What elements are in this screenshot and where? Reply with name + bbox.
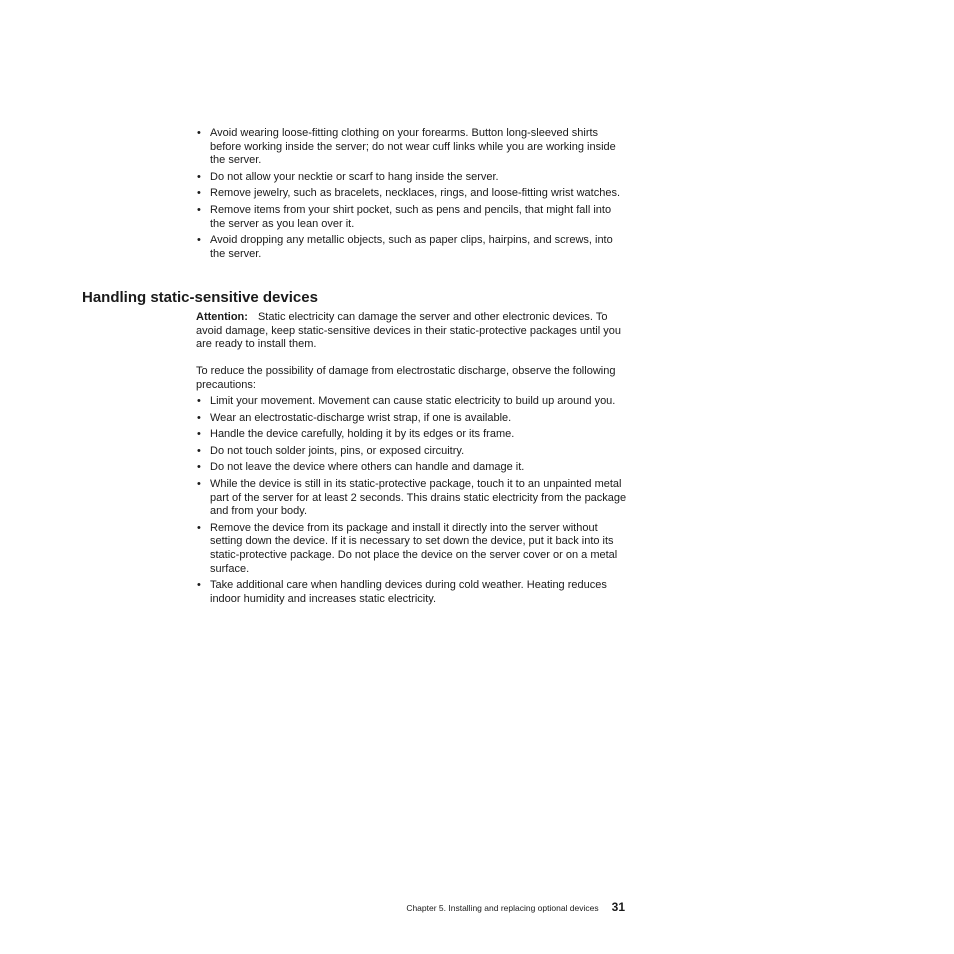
list-item-text: Avoid dropping any metallic objects, such as paper clips, hairpins, and screws, into the server. [210,234,613,260]
list-item-text: Take additional care when handling devices during cold weather. Heating reduces indoor humidity and increases static electricity. [210,579,607,605]
bullet-marker: • [197,203,201,216]
bullet-marker: • [197,579,201,592]
bullet-marker: • [197,187,201,200]
list-item [196,522,628,576]
bullet-marker: • [197,395,201,407]
list-item [196,187,628,201]
page-number: 31 [611,900,625,914]
attention-label: Attention: [196,311,248,323]
bullet-marker: • [197,521,201,534]
list-item [196,461,628,475]
list-item-text: Avoid wearing loose-fitting clothing on your forearms. Button long-sleeved shirts before working inside the server; do not wear cuff links while you are working inside the server. [210,127,616,167]
bullet-marker: • [197,461,201,474]
list-item-text: While the device is still in its static-protective package, touch it to an unpainted metal part of the server for at least 2 seconds. This drains static electricity from the package and from your body. [210,477,627,518]
attention-notice [196,311,626,352]
list-item-text: Wear an electrostatic-discharge wrist strap, if one is available. [210,411,512,424]
precautions-intro: To reduce the possibility of damage from electrostatic discharge, observe the following precautions: [196,365,616,391]
list-item-text: Do not leave the device where others can handle and damage it. [210,461,525,474]
bullet-marker: • [197,234,201,247]
list-item-text: Remove the device from its package and install it directly into the server without setting down the device. If it is necessary to set down the device, put it back into its static-protective package. Do not place the device on the server cover or on a metal surface. [210,521,618,575]
precautions-list [196,395,628,609]
list-item-text: Remove items from your shirt pocket, such as pens and pencils, that might fall into the server as you lean over it. [210,203,612,230]
bullet-marker: • [197,170,201,183]
list-item-text: Limit your movement. Movement can cause static electricity to build up around you. [210,395,616,407]
page-footer [389,900,625,914]
list-item [196,127,628,168]
bullet-marker: • [197,428,201,441]
list-item-text: Handle the device carefully, holding it by its edges or its frame. [210,428,515,441]
list-item [196,412,628,426]
bullet-marker: • [197,477,201,490]
bullet-marker: • [197,411,201,424]
section-heading: Handling static-sensitive devices [82,289,318,306]
list-item-text: Remove jewelry, such as bracelets, necklaces, rings, and loose-fitting wrist watches. [210,187,621,200]
attention-text: Static electricity can damage the server and other electronic devices. To avoid damage, keep static-sensitive devices in their static-protective packages until you are ready to install them. [196,311,621,351]
list-item [196,579,628,606]
list-item [196,445,628,459]
chapter-title: Chapter 5. Installing and replacing optional devices [406,903,599,913]
list-item [196,234,628,261]
list-item [196,204,628,231]
top-bullet-list [196,127,628,264]
list-item [196,478,628,519]
bullet-marker: • [197,127,201,139]
list-item [196,171,628,185]
list-item-text: Do not allow your necktie or scarf to hang inside the server. [210,170,499,183]
list-item [196,428,628,442]
list-item [196,395,628,409]
bullet-marker: • [197,444,201,457]
list-item-text: Do not touch solder joints, pins, or exposed circuitry. [210,444,465,457]
